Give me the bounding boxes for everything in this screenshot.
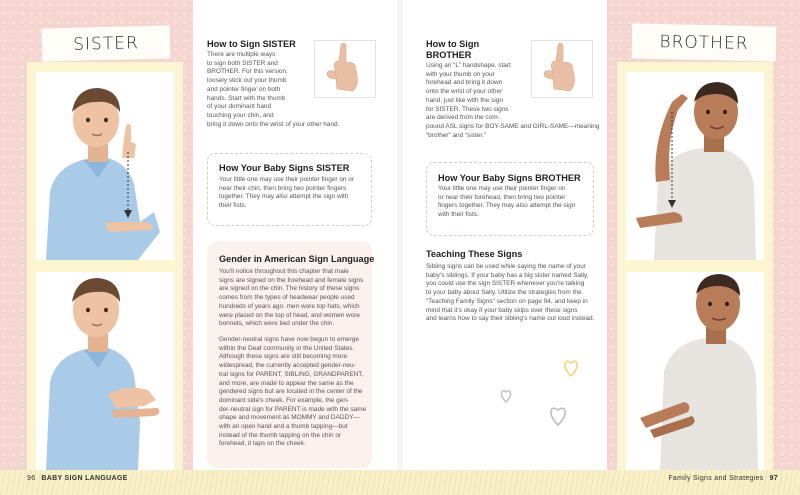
text-line: Although these signs are still becoming more xyxy=(219,353,348,361)
boy-signing-brother-end-image xyxy=(626,272,764,470)
left-folio xyxy=(27,475,128,482)
text-line: Using an “L” handshape, start xyxy=(426,62,511,69)
text-line: touching your chin, and xyxy=(207,111,274,119)
text-line: are derived from the com- xyxy=(426,114,500,122)
text-line: Gender-neutral signs have now begun to emerge xyxy=(219,336,359,343)
gender-asl-paragraph-1 xyxy=(219,268,369,329)
sister-title: SISTER xyxy=(72,32,140,55)
boy-signing-sister-start-image xyxy=(36,72,174,260)
text-line: their fists. xyxy=(219,202,247,210)
page-number-97: 97 xyxy=(769,475,778,482)
chapter-title: Family Signs and Strategies xyxy=(668,475,764,482)
text-line: and learns how to say their sibling's name out loud instead. xyxy=(426,315,595,323)
text-line: tral signs for PARENT, SIBLING, GRANDPARENT, xyxy=(219,370,364,378)
teaching-signs-heading: Teaching These Signs xyxy=(426,249,523,259)
text-line: fingers together. They may also attempt the sign xyxy=(438,202,576,210)
text-line: Your little one may use their pointer finger on or xyxy=(219,176,355,183)
text-line: and more, are made to appear the same as the xyxy=(219,379,354,387)
gender-asl-heading: Gender in American Sign Language xyxy=(219,254,375,264)
sister-photo-top xyxy=(36,72,174,260)
text-line: to your baby about Sally. Utilize the strategies from the xyxy=(426,289,582,297)
text-line: gendered signs but are located in the center of the xyxy=(219,388,363,396)
text-line: Sibling signs can be used while saying the name of your xyxy=(426,263,586,270)
text-line: dominant side's cheek. For example, the gen- xyxy=(219,396,350,404)
text-line: You'll notice throughout this chapter that male xyxy=(219,268,349,275)
heading-line: How to Sign xyxy=(426,39,480,49)
text-line: with your thumb on your xyxy=(426,70,495,78)
text-line: together. They may also attempt the sign with xyxy=(219,193,349,201)
sister-handshape-illustration xyxy=(314,40,376,98)
teaching-signs-text xyxy=(426,263,602,324)
baby-signs-brother-heading: How Your Baby Signs BROTHER xyxy=(438,173,581,183)
brother-title: BROTHER xyxy=(659,31,749,54)
text-line: are signed on the chin. The history of these signs xyxy=(219,285,360,293)
book-title: BABY SIGN LANGUAGE xyxy=(41,475,128,482)
boy-signing-sister-end-image xyxy=(36,272,174,470)
how-to-sign-sister-text xyxy=(207,51,407,129)
text-line: hundreds of years ago: men wore top hats, which xyxy=(219,302,360,310)
text-line: mind that it's okay if your baby skips over these signs xyxy=(426,306,578,314)
l-hand-icon xyxy=(315,41,375,97)
how-to-sign-brother-heading xyxy=(426,39,479,61)
text-line: signs are signed on the forehead and female signs xyxy=(219,276,364,284)
text-line: BROTHER. For this version, xyxy=(207,68,288,76)
text-line: bonnets, which were tied under the chin. xyxy=(219,320,335,328)
text-line: or near their forehead, then bring two pointer xyxy=(438,193,566,201)
footer-strip xyxy=(0,470,800,495)
text-line: forehead, it taps on the cheek. xyxy=(219,440,306,448)
text-line: comes from the types of headwear people used xyxy=(219,294,355,302)
text-line: “Teaching Family Signs” section on page 94, and keep in xyxy=(426,297,588,305)
text-line: pound ASL signs for BOY-SAME and GIRL-SAME—meaning xyxy=(426,122,600,130)
sister-title-label xyxy=(42,25,171,61)
text-line: within the Deaf community in the United States. xyxy=(219,344,355,352)
text-line: bring it down onto the wrist of your other hand. xyxy=(207,120,340,128)
text-line: forehead and bring it down xyxy=(426,79,503,87)
brother-photo-top xyxy=(626,72,764,260)
l-hand-icon xyxy=(532,41,592,97)
text-line: der-neutral sign for PARENT is made with the same xyxy=(219,405,367,413)
sister-photo-bottom xyxy=(36,272,174,470)
text-line: for SISTER. These two signs xyxy=(426,105,509,113)
text-line: and pointer finger on both xyxy=(207,85,281,93)
text-line: “brother” and “sister.” xyxy=(426,131,487,139)
text-line: near their chin, then bring two pointer fingers xyxy=(219,184,347,192)
boy-signing-brother-start-image xyxy=(626,72,764,260)
baby-signs-sister-text xyxy=(219,176,369,211)
gender-asl-paragraph-2 xyxy=(219,336,369,449)
page-number-96: 96 xyxy=(27,475,36,482)
text-line: with an open hand and a thumb tapping—but xyxy=(219,423,348,431)
text-line: loosely stick out your thumb xyxy=(207,77,287,85)
text-line: widespread, the currently accepted gender-neu- xyxy=(219,362,356,370)
baby-signs-brother-text xyxy=(438,185,590,220)
text-line: of your dominant hand xyxy=(207,103,272,111)
heart-icon xyxy=(500,388,512,404)
text-line: baby's siblings. If your baby has a big sister named Sally, xyxy=(426,271,589,279)
heading-line: BROTHER xyxy=(426,50,472,60)
text-line: shape and movement as MOMMY and DADDY— xyxy=(219,414,360,422)
how-to-sign-sister-heading: How to Sign SISTER xyxy=(207,39,296,49)
text-line: with their fists. xyxy=(438,211,479,219)
text-line: were placed on the top of head, and women wore xyxy=(219,311,361,319)
text-line: you could use the sign SISTER whenever you're talking xyxy=(426,280,585,288)
heart-icon xyxy=(549,405,567,427)
text-line: to sign both SISTER and xyxy=(207,59,278,67)
brother-handshape-illustration xyxy=(531,40,593,98)
text-line: onto the wrist of your other xyxy=(426,88,503,96)
text-line: hands. Start with the thumb xyxy=(207,94,286,102)
brother-title-label xyxy=(632,23,777,61)
heart-icon xyxy=(563,358,579,378)
text-line: Your little one may use their pointer finger on xyxy=(438,185,566,192)
right-folio xyxy=(668,475,778,482)
text-line: instead of the thumb tapping on the chin or xyxy=(219,431,342,439)
text-line: There are multiple ways xyxy=(207,51,276,58)
baby-signs-sister-heading: How Your Baby Signs SISTER xyxy=(219,163,350,173)
brother-photo-bottom xyxy=(626,272,764,470)
text-line: hand, just like with the sign xyxy=(426,96,503,104)
